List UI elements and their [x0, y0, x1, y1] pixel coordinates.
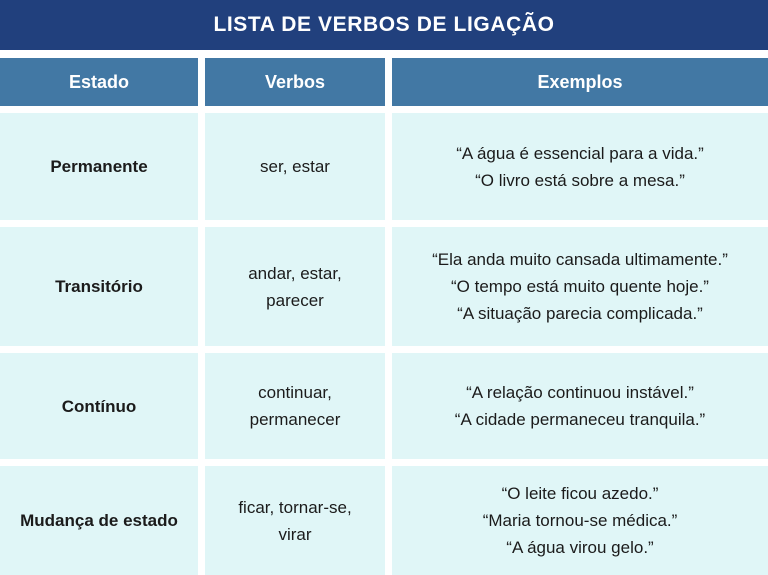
exemplo-line: “A água é essencial para a vida.” [456, 143, 704, 163]
exemplo-line: “O livro está sobre a mesa.” [475, 170, 685, 190]
verbos-line: virar [278, 524, 312, 544]
row1-estado-label: Permanente [50, 157, 148, 176]
row3-verbos-cell [205, 353, 385, 459]
row1-exemplos-cell [392, 113, 768, 220]
verbos-line: parecer [266, 290, 324, 310]
row3-estado-cell [0, 353, 198, 459]
row3-exemplos-cell [392, 353, 768, 459]
exemplo-line: “O tempo está muito quente hoje.” [451, 277, 709, 296]
exemplo-line: “A situação parecia complicada.” [457, 304, 703, 323]
verbos-line: andar, estar, [248, 263, 342, 283]
column-header-verbos [205, 58, 385, 106]
row1-verbos-cell [205, 113, 385, 220]
exemplo-line: “A relação continuou instável.” [466, 383, 694, 402]
row3-estado-label: Contínuo [61, 396, 137, 416]
row2-verbos-cell [205, 227, 385, 346]
column-header-verbos-label: Verbos [264, 71, 326, 92]
exemplo-line: “A água virou gelo.” [506, 538, 654, 557]
column-header-estado-label: Estado [68, 71, 129, 92]
exemplo-line: “A cidade permaneceu tranquila.” [454, 410, 706, 429]
verbos-line: permanecer [249, 410, 341, 429]
row2-estado-cell [0, 227, 198, 346]
verbos-line: continuar, [258, 383, 332, 402]
row2-estado-label: Transitório [55, 277, 143, 296]
title-banner [0, 0, 768, 50]
row4-estado-cell [0, 466, 198, 575]
exemplo-line: “Ela anda muito cansada ultimamente.” [432, 250, 728, 269]
row4-exemplos-cell [392, 466, 768, 575]
column-header-estado [0, 58, 198, 106]
column-header-exemplos-label: Exemplos [537, 71, 623, 92]
page-title: LISTA DE VERBOS DE LIGAÇÃO [213, 13, 555, 36]
row2-exemplos-cell [392, 227, 768, 346]
column-header-exemplos [392, 58, 768, 106]
row4-estado-label: Mudança de estado [20, 511, 178, 530]
row1-estado-cell [0, 113, 198, 220]
verbos-line: ficar, tornar-se, [238, 497, 352, 517]
exemplo-line: “O leite ficou azedo.” [501, 484, 659, 503]
verbos-line: ser, estar [260, 157, 330, 176]
linking-verbs-table [0, 58, 768, 575]
exemplo-line: “Maria tornou-se médica.” [482, 511, 678, 530]
row4-verbos-cell [205, 466, 385, 575]
